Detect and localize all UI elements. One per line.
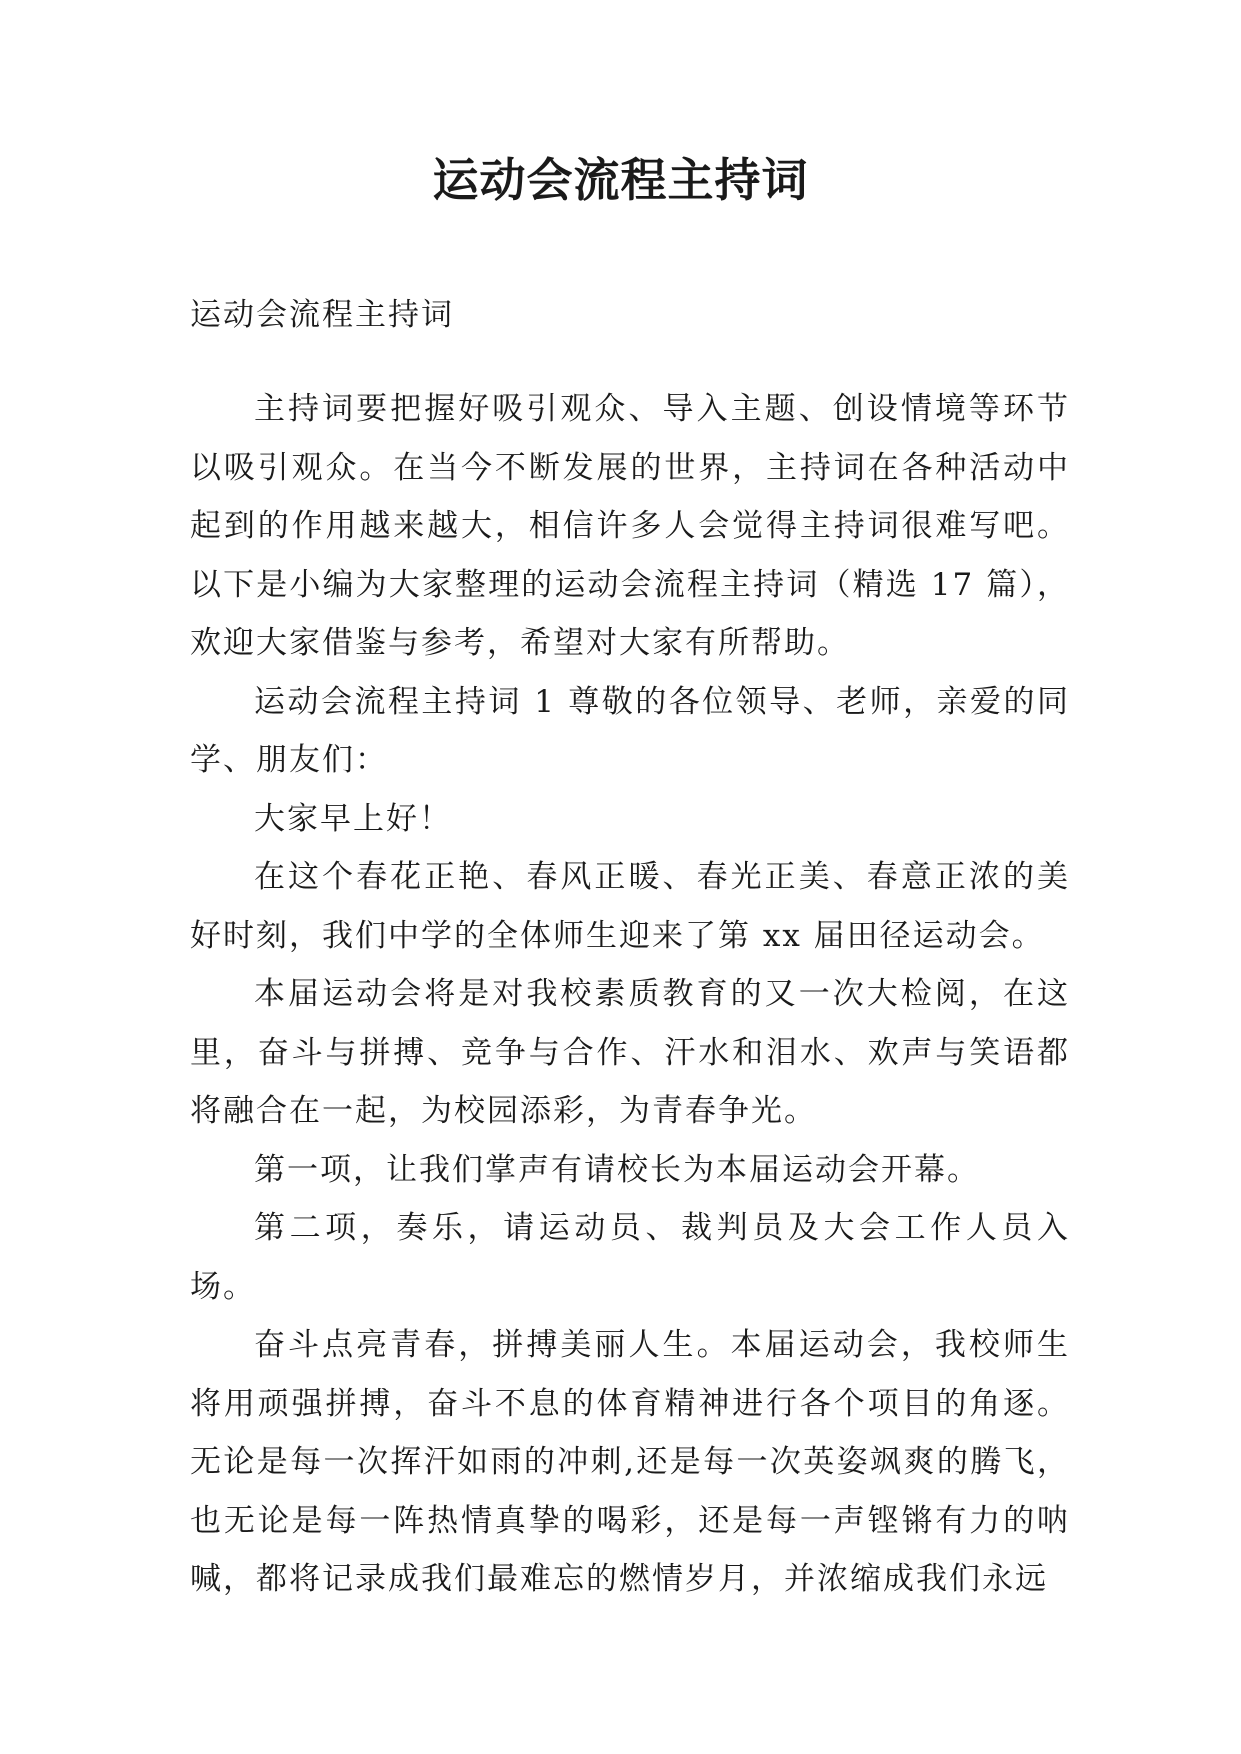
paragraph-good-morning: 大家早上好！ <box>254 800 452 837</box>
document-title: 运动会流程主持词 <box>432 153 809 207</box>
document-body <box>190 286 1070 1609</box>
paragraph-item-two: 第二项，奏乐，请运动员、裁判员及大会工作人员入场。 <box>190 1210 1070 1305</box>
paragraph-intro: 主持词要把握好吸引观众、导入主题、创设情境等环节以吸引观众。在当今不断发展的世界，主持词在各种活动中起到的作用越来越大，相信许多人会觉得主持词很难写吧。以下是小编为大家整理的运动会流程主持词（精选 17 篇），欢迎大家借鉴与参考，希望对大家有所帮助。 <box>190 391 1070 661</box>
paragraph-review: 本届运动会将是对我校素质教育的又一次大检阅，在这里，奋斗与拼搏、竞争与合作、汗水和泪水、欢声与笑语都将融合在一起，为校园添彩，为青春争光。 <box>190 976 1070 1129</box>
paragraph-spring: 在这个春花正艳、春风正暖、春光正美、春意正浓的美好时刻，我们中学的全体师生迎来了第 xx 届田径运动会。 <box>190 859 1070 954</box>
paragraph-struggle: 奋斗点亮青春，拼搏美丽人生。本届运动会，我校师生将用顽强拼搏，奋斗不息的体育精神进行各个项目的角逐。无论是每一次挥汗如雨的冲刺,还是每一次英姿飒爽的腾飞，也无论是每一阵热情真挚的喝彩，还是每一声铿锵有力的呐喊，都将记录成我们最难忘的燃情岁月，并浓缩成我们永远 <box>190 1327 1070 1597</box>
document-subtitle: 运动会流程主持词 <box>190 297 454 333</box>
paragraph-greeting: 运动会流程主持词 1 尊敬的各位领导、老师，亲爱的同学、朋友们： <box>190 683 1070 778</box>
paragraph-item-one: 第一项，让我们掌声有请校长为本届运动会开幕。 <box>254 1151 980 1188</box>
